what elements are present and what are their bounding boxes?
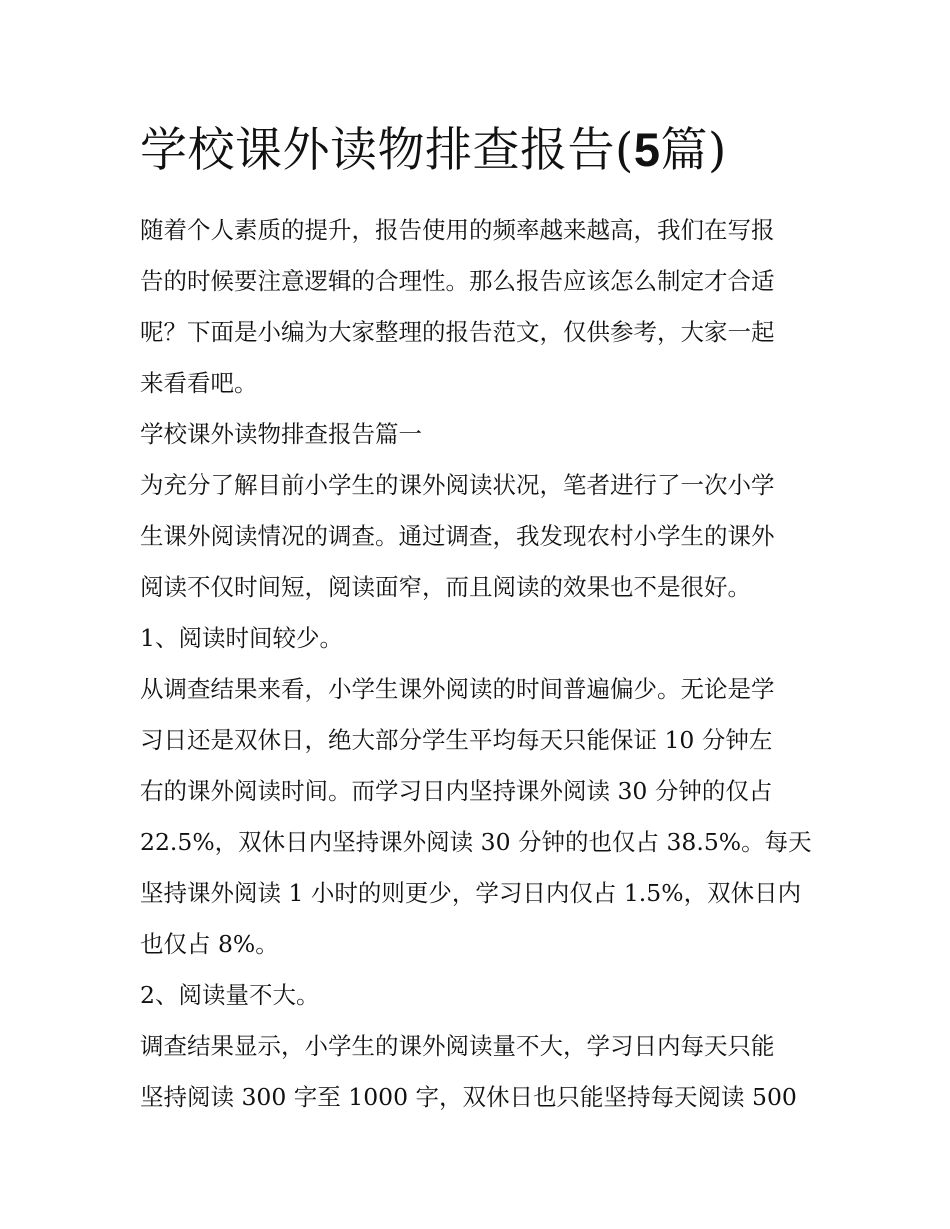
title-end: 篇) [660, 123, 727, 178]
paragraph-1 [140, 460, 820, 613]
subheading-2: 2、阅读量不大。 [140, 981, 320, 1009]
text-line: 为充分了解目前小学生的课外阅读状况，笔者进行了一次小学 [140, 471, 775, 499]
text-line: 呢？下面是小编为大家整理的报告范文，仅供参考，大家一起 [140, 318, 775, 346]
text-line: 调查结果显示，小学生的课外阅读量不大，学习日内每天只能 [140, 1032, 775, 1060]
intro-paragraph [140, 205, 820, 409]
paragraph-2 [140, 664, 820, 970]
text-line: 也仅占 8%。 [140, 930, 279, 958]
text-line: 习日还是双休日，绝大部分学生平均每天只能保证 10 分钟左 [140, 726, 773, 754]
title-main: 学校课外读物排查报告( [140, 123, 634, 178]
text-line: 随着个人素质的提升，报告使用的频率越来越高，我们在写报 [140, 216, 775, 244]
text-line: 右的课外阅读时间。而学习日内坚持课外阅读 30 分钟的仅占 [140, 777, 773, 805]
subheading-1: 1、阅读时间较少。 [140, 624, 343, 652]
text-line: 坚持阅读 300 字至 1000 字，双休日也只能坚持每天阅读 500 [140, 1083, 797, 1111]
text-line: 坚持课外阅读 1 小时的则更少，学习日内仅占 1.5%，双休日内 [140, 879, 802, 907]
text-line: 告的时候要注意逻辑的合理性。那么报告应该怎么制定才合适 [140, 267, 775, 295]
text-line: 阅读不仅时间短，阅读面窄，而且阅读的效果也不是很好。 [140, 573, 751, 601]
section-title: 学校课外读物排查报告篇一 [140, 420, 422, 448]
text-line: 从调查结果来看，小学生课外阅读的时间普遍偏少。无论是学 [140, 675, 775, 703]
text-line: 来看看吧。 [140, 369, 258, 397]
title-number: 5 [633, 123, 661, 176]
text-line: 22.5%，双休日内坚持课外阅读 30 分钟的也仅占 38.5%。每天 [140, 828, 812, 856]
document-page [140, 112, 820, 1123]
document-body [140, 205, 820, 1123]
text-line: 生课外阅读情况的调查。通过调查，我发现农村小学生的课外 [140, 522, 775, 550]
document-title [140, 112, 820, 188]
paragraph-3 [140, 1021, 820, 1123]
